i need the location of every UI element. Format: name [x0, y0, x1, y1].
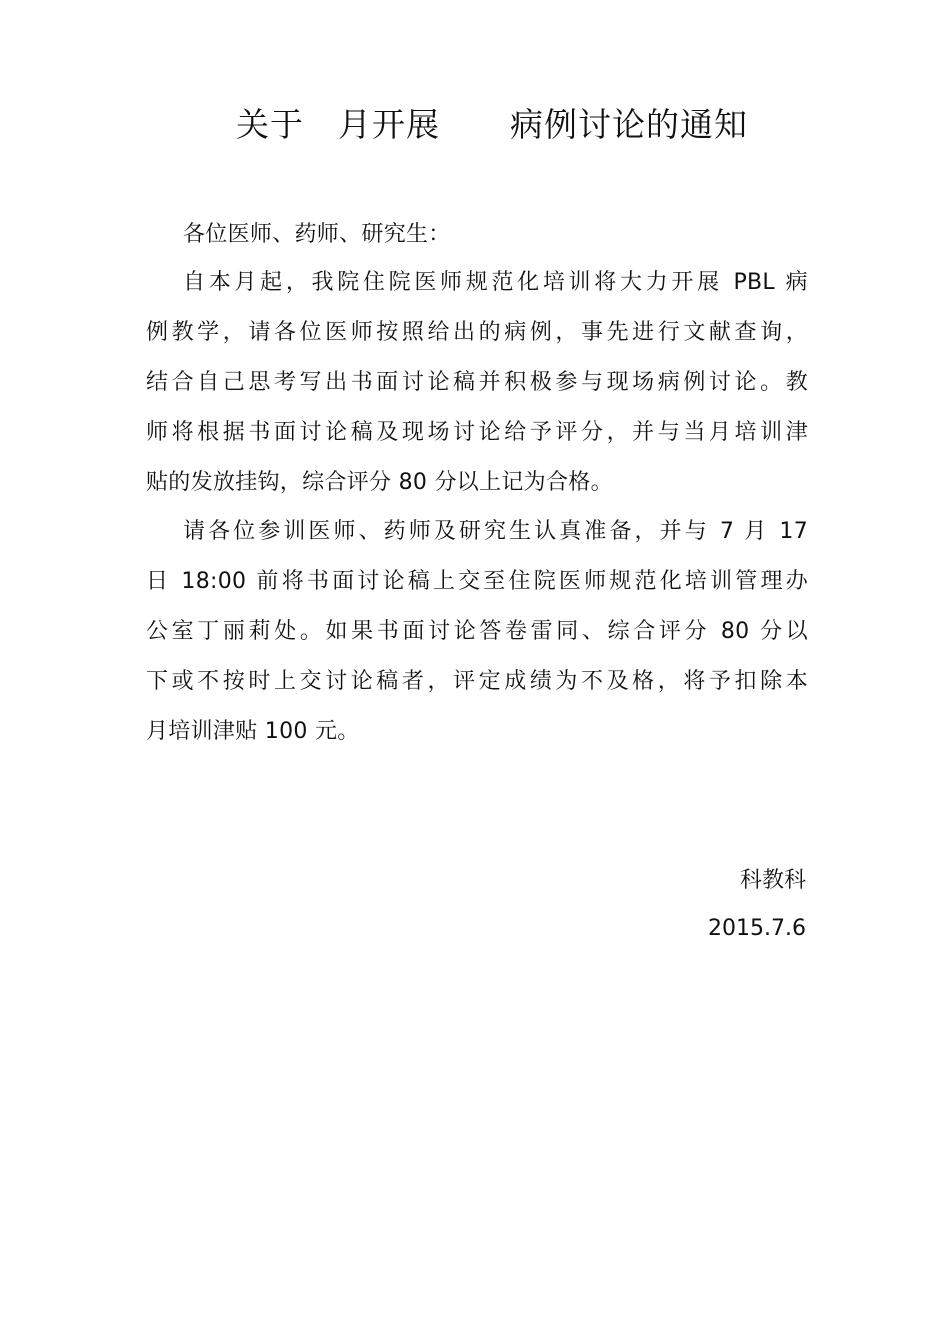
signature-block: [708, 857, 806, 953]
paragraph-1: [146, 258, 808, 508]
paragraph-1-line-5: 贴的发放挂钩，综合评分 80 分以上记为合格。: [146, 470, 613, 495]
title-part-3: 病例讨论的通知: [510, 105, 748, 144]
paragraph-2-line-3: 公室丁丽莉处。如果书面讨论答卷雷同、综合评分 80 分以: [146, 619, 808, 644]
paragraph-2-line-5: 月培训津贴 100 元。: [146, 719, 360, 744]
signature-department: 科教科: [739, 868, 806, 893]
paragraph-1-line-4: 师将根据书面讨论稿及现场讨论给予评分，并与当月培训津: [146, 420, 808, 445]
paragraph-2: [146, 507, 808, 757]
paragraph-2-line-1: 请各位参训医师、药师及研究生认真准备，并与 7 月 17: [183, 519, 808, 544]
paragraph-1-line-1: 自本月起，我院住院医师规范化培训将大力开展 PBL 病: [183, 270, 808, 295]
paragraph-2-line-2: 日 18:00 前将书面讨论稿上交至住院医师规范化培训管理办: [146, 569, 808, 594]
paragraph-2-line-4: 下或不按时上交讨论稿者，评定成绩为不及格，将予扣除本: [146, 669, 808, 694]
greeting-line: 各位医师、药师、研究生：: [183, 222, 451, 247]
title-part-1: 关于: [236, 105, 304, 144]
paragraph-1-line-3: 结合自己思考写出书面讨论稿并积极参与现场病例讨论。教: [146, 370, 808, 395]
notice-title: [236, 103, 796, 147]
title-part-2: 月开展: [338, 105, 440, 144]
signature-date: 2015.7.6: [708, 916, 806, 941]
paragraph-1-line-2: 例教学，请各位医师按照给出的病例，事先进行文献查询，: [146, 320, 808, 345]
